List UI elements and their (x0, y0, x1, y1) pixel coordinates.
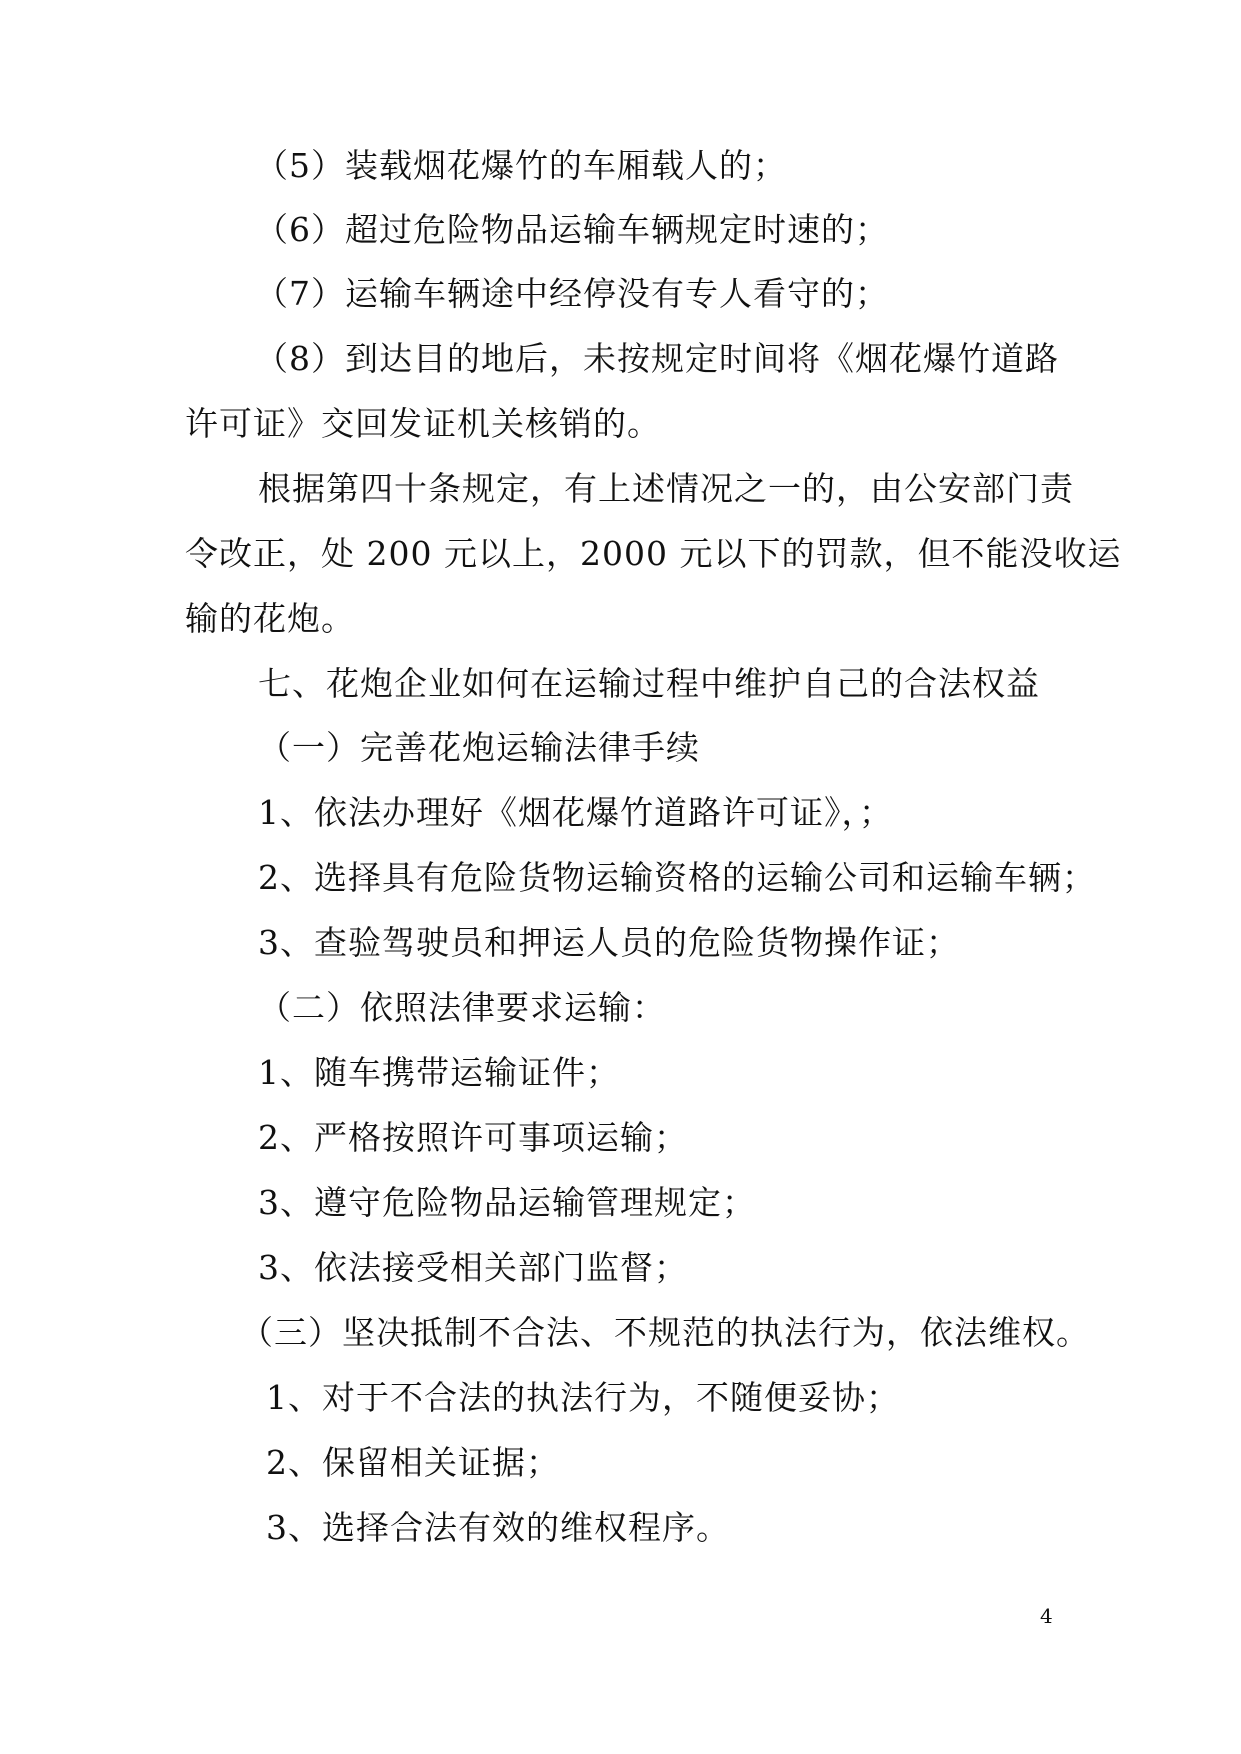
list-item: 2、保留相关证据； (266, 1443, 560, 1482)
text-line: （5）装载烟花爆竹的车厢载人的； (255, 146, 787, 185)
text-line: 令改正，处 200 元以上，2000 元以下的罚款，但不能没收运 (185, 534, 1122, 573)
subsection-heading: （二）依照法律要求运输： (258, 988, 666, 1027)
list-item: 3、遵守危险物品运输管理规定； (258, 1183, 756, 1222)
list-item: 3、查验驾驶员和押运人员的危险货物操作证； (258, 923, 960, 962)
text-line: 输的花炮。 (185, 599, 355, 638)
text-line: （7）运输车辆途中经停没有专人看守的； (255, 274, 889, 313)
list-item: 3、选择合法有效的维权程序。 (266, 1508, 730, 1547)
page-number: 4 (1040, 1604, 1053, 1628)
list-item: 1、随车携带运输证件； (258, 1053, 620, 1092)
text-line: （6）超过危险物品运输车辆规定时速的； (255, 210, 889, 249)
list-item: 1、依法办理好《烟花爆竹道路许可证》，； (258, 793, 893, 832)
subsection-heading: （三）坚决抵制不合法、不规范的执法行为，依法维权。 (240, 1313, 1090, 1352)
list-item: 2、严格按照许可事项运输； (258, 1118, 688, 1157)
text-line: （8）到达目的地后，未按规定时间将《烟花爆竹道路 (255, 339, 1059, 378)
list-item: 3、依法接受相关部门监督； (258, 1248, 688, 1287)
section-heading: 七、花炮企业如何在运输过程中维护自己的合法权益 (258, 664, 1040, 703)
list-item: 1、对于不合法的执法行为，不随便妥协； (266, 1378, 900, 1417)
list-item: 2、选择具有危险货物运输资格的运输公司和运输车辆； (258, 858, 1096, 897)
subsection-heading: （一）完善花炮运输法律手续 (258, 728, 700, 767)
text-line: 根据第四十条规定，有上述情况之一的，由公安部门责 (258, 469, 1074, 508)
text-line: 许可证》交回发证机关核销的。 (185, 404, 661, 443)
